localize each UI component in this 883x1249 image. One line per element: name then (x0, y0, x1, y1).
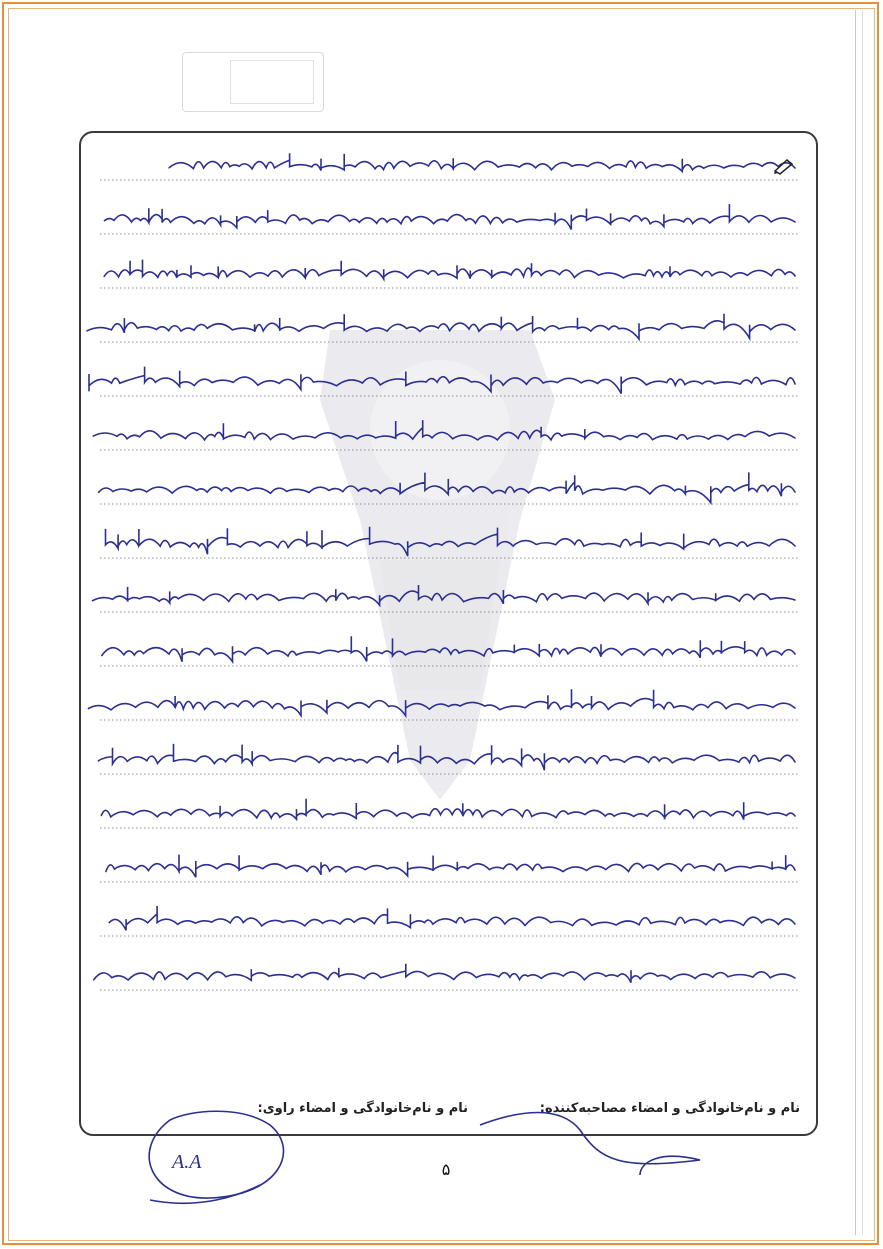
signature-initials: A.A (172, 1151, 202, 1173)
narrator-label: نام و نام‌خانوادگی و امضاء راوی: (257, 1101, 468, 1116)
interviewer-signature (480, 1113, 700, 1176)
narrator-signature-loop (149, 1111, 283, 1198)
interviewer-label: نام و نام‌خانوادگی و امضاء مصاحبه‌کننده: (539, 1101, 800, 1116)
page-number: ۵ (441, 1160, 451, 1179)
